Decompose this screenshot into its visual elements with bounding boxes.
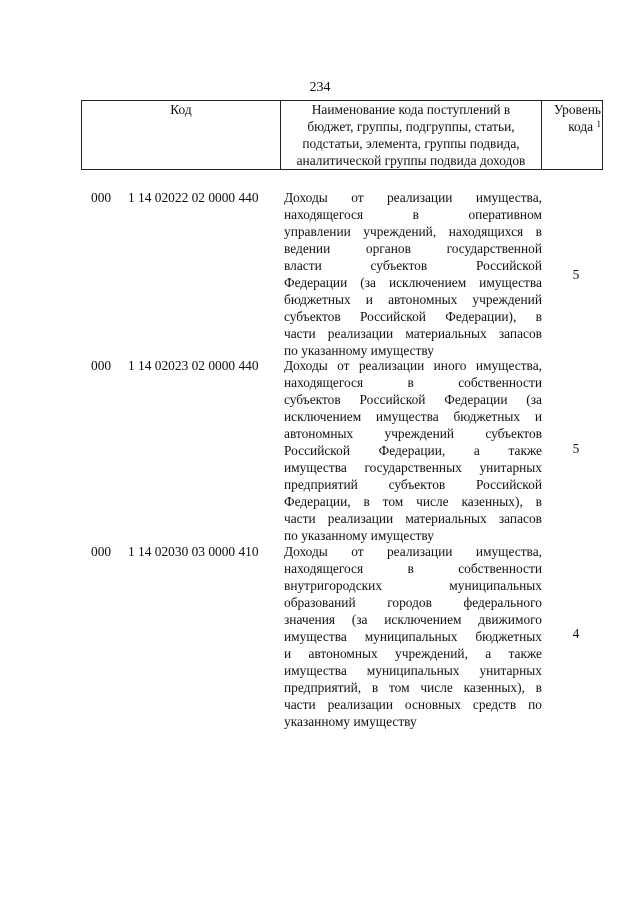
description-line: субъектов Российской Федерации (за [284, 392, 542, 407]
header-level-word: кода [568, 119, 594, 134]
description-line: находящегося в собственности [284, 375, 542, 390]
description-line: Доходы от реализации имущества, [284, 190, 542, 205]
description-line: ведении органов государственной [284, 241, 542, 256]
description-line: значения (за исключением движимого [284, 612, 542, 627]
row-prefix: 000 [91, 358, 112, 373]
description-line: субъектов Российской Федерации), в [284, 309, 542, 324]
description-line: исключением имущества бюджетных и [284, 409, 542, 424]
description-line: Федерации, в том числе казенных), в [284, 494, 542, 509]
description-line: части реализации материальных запасов [284, 326, 542, 341]
description-line: по указанному имуществу [284, 343, 434, 358]
description-line: управлении учреждений, находящихся в [284, 224, 542, 239]
header-name-line: бюджет, группы, подгруппы, статьи, [307, 119, 515, 134]
description-line: имущества муниципальных бюджетных [284, 629, 542, 644]
row-level: 5 [572, 441, 580, 456]
header-code-cell [82, 101, 281, 170]
description-line: Доходы от реализации имущества, [284, 544, 542, 559]
page-number: 234 [309, 80, 331, 95]
description-line: находящегося в оперативном [284, 207, 542, 222]
description-line: бюджетных и автономных учреждений [284, 292, 542, 307]
header-level-line1: Уровень [553, 102, 601, 117]
header-name-line: аналитической группы подвида доходов [296, 153, 526, 168]
description-line: Доходы от реализации иного имущества, [284, 358, 542, 373]
description-line: Российской Федерации, а также [284, 443, 542, 458]
description-line: по указанному имуществу [284, 528, 434, 543]
description-line: находящегося в собственности [284, 561, 542, 576]
description-line: предприятий, в том числе казенных), в [284, 680, 542, 695]
description-line: и автономных учреждений, а также [284, 646, 542, 661]
header-name-line: Наименование кода поступлений в [311, 102, 511, 117]
row-description [284, 357, 542, 544]
description-line: власти субъектов Российской [284, 258, 542, 273]
row-level: 5 [572, 267, 580, 282]
description-line: имущества муниципальных унитарных [284, 663, 542, 678]
header-name-cell [281, 101, 542, 170]
row-code: 1 14 02023 02 0000 440 [128, 358, 259, 373]
header-name-line: подстатьи, элемента, группы подвида, [302, 136, 520, 151]
row-description [284, 543, 542, 730]
description-line: имущества государственных унитарных [284, 460, 542, 475]
header-level-cell [542, 101, 603, 170]
row-description [284, 189, 542, 359]
row-code: 1 14 02022 02 0000 440 [128, 190, 259, 205]
description-line: части реализации основных средств по [284, 697, 542, 712]
header-code-label: Код [170, 102, 192, 117]
description-line: автономных учреждений субъектов [284, 426, 542, 441]
description-line: Федерации (за исключением имущества [284, 275, 542, 290]
row-code: 1 14 02030 03 0000 410 [128, 544, 259, 559]
description-line: части реализации материальных запасов [284, 511, 542, 526]
table-header [81, 100, 603, 170]
row-prefix: 000 [91, 544, 112, 559]
description-line: указанному имуществу [284, 714, 417, 729]
row-prefix: 000 [91, 190, 112, 205]
description-line: внутригородских муниципальных [284, 578, 542, 593]
header-level-line2 [542, 118, 601, 135]
row-level: 4 [572, 626, 580, 641]
description-line: предприятий субъектов Российской [284, 477, 542, 492]
footnote-marker: 1 [596, 119, 601, 129]
description-line: образований городов федерального [284, 595, 542, 610]
